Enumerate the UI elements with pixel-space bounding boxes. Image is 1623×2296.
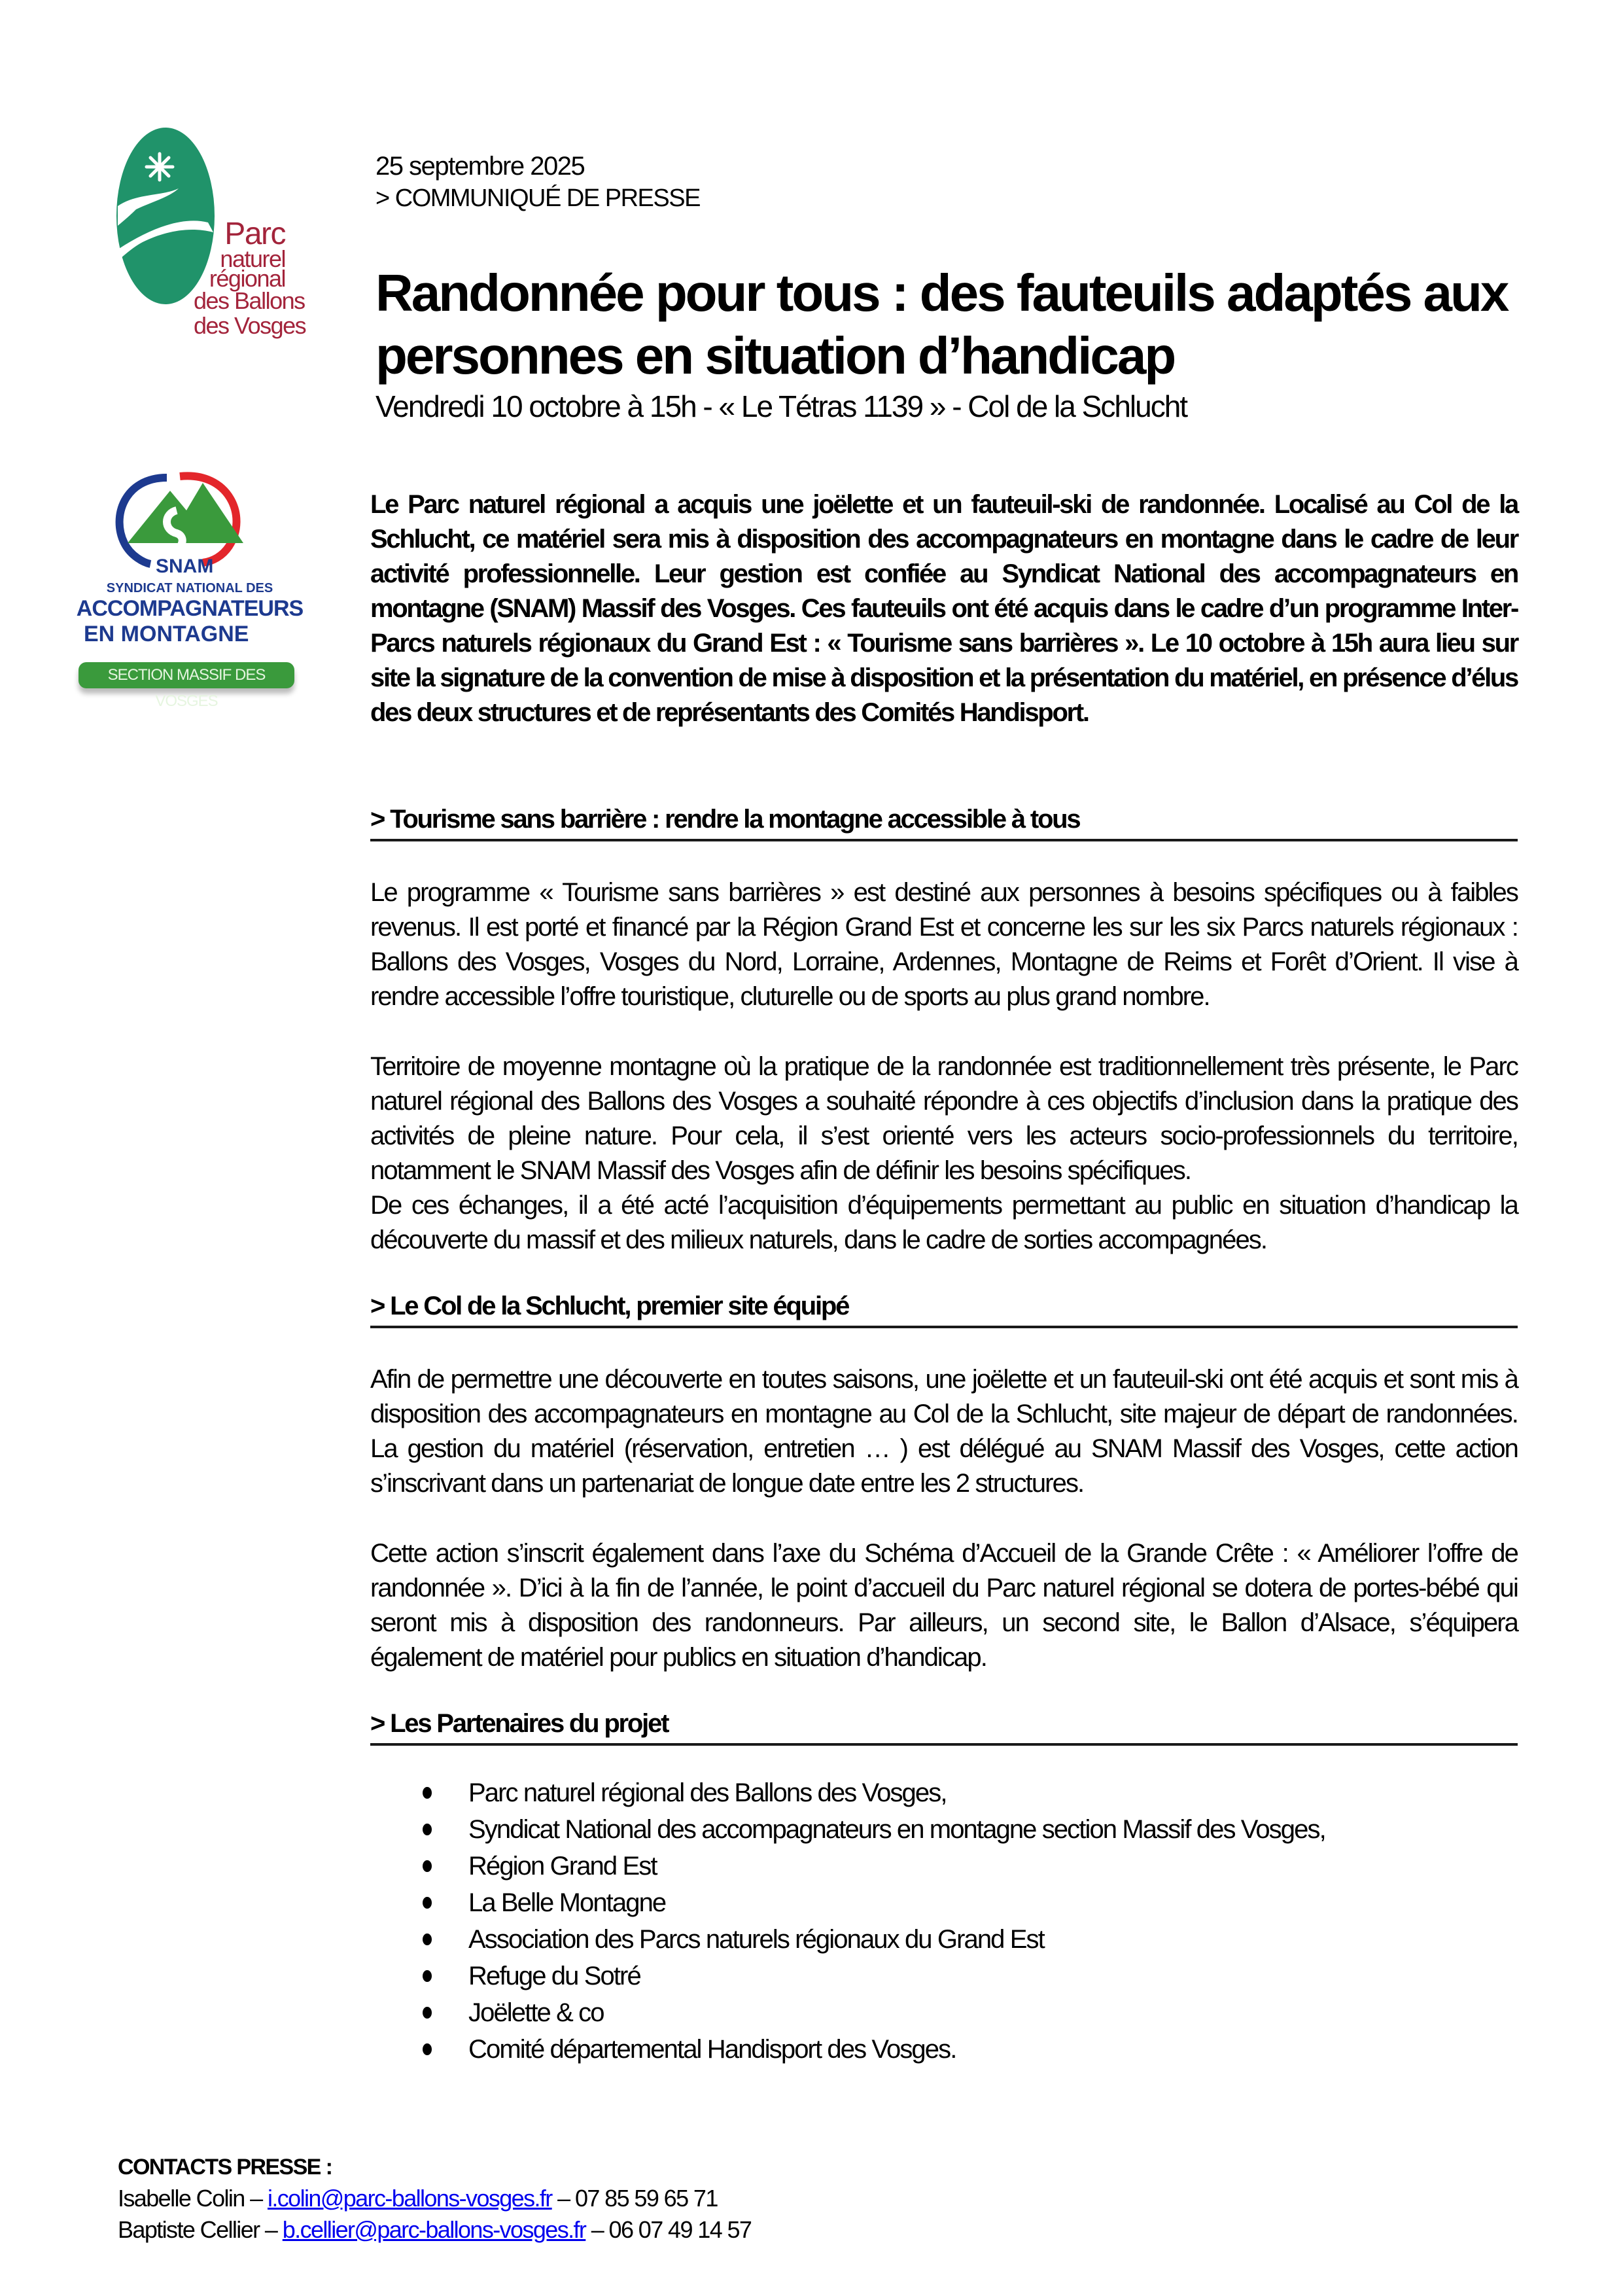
contact-email-link[interactable]: b.cellier@parc-ballons-vosges.fr [282,2216,586,2243]
parc-logo-line: Parc [224,217,285,251]
contact-name: Isabelle Colin [118,2185,245,2212]
svg-text:SNAM: SNAM [156,556,214,576]
contact-phone: 07 85 59 65 71 [574,2185,718,2212]
section-heading: > Le Col de la Schlucht, premier site équipé [370,1290,1518,1328]
list-item: Parc naturel régional des Ballons des Vosges, [370,1775,1518,1811]
snam-logo [72,465,307,710]
contact-row: Isabelle Colin – i.colin@parc-ballons-vosges.fr – 07 85 59 65 71 [118,2185,718,2212]
paragraph: Territoire de moyenne montagne où la pratique de la randonnée est traditionnellement très présente, le Parc naturel régional des Ballons des Vosges a souhaité répondre à ces objectifs d’inclusion dans la pratique des activités de pleine nature. Pour cela, il s’est orienté vers les acteurs socio-professionnels du territoire, notamment le SNAM Massif des Vosges afin de définir les besoins spécifiques. [370,1052,1518,1185]
press-release-label: > COMMUNIQUÉ DE PRESSE [375,185,700,212]
release-date: 25 septembre 2025 [375,152,585,181]
snam-line2: ACCOMPAGNATEURS [76,596,304,621]
list-item: Comité départemental Handisport des Vosges. [370,2031,1518,2068]
parc-logo-line: des Vosges [194,312,306,339]
paragraph: Cette action s’inscrit également dans l’axe du Schéma d’Accueil de la Grande Crête : « Améliorer l’offre de randonnée ». D’ici à la fin de l’année, le point d’accueil du Parc naturel régional se dotera de portes-bébé qui seront mis à disposition des randonneurs. Par ailleurs, un second site, le Ballon d’Alsace, s’équipera également de matériel pour publics en situation d’handicap. [370,1539,1518,1672]
lead-section [370,487,1518,730]
bullet-icon [423,1897,432,1909]
list-item: La Belle Montagne [370,1884,1518,1921]
lead-paragraph: Le Parc naturel régional a acquis une joëlette et un fauteuil-ski de randonnée. Localisé au Col de la Schlucht, ce matériel sera mis à disposition des accompagnateurs en montagne dans le cadre de leur activité professionnelle. Leur gestion est confiée au Syndicat National des accompagnateurs en montagne (SNAM) Massif des Vosges. Ces fauteuils ont été acquis dans le cadre d’un programme Inter-Parcs naturels régionaux du Grand Est : « Tourisme sans barrières ». Le 10 octobre à 15h aura lieu sur site la signature de la convention de mise à disposition et la présentation du matériel, en présence d’élus des deux structures et de représentants des Comités Handisport. [370,490,1518,727]
parc-logo-line: régional [209,265,285,292]
paragraph: De ces échanges, il a été acté l’acquisition d’équipements permettant au public en situation d’handicap la découverte du massif et des milieux naturels, dans le cadre de sorties accompagnées. [370,1191,1518,1254]
parc-logo-line: des Ballons [194,287,305,314]
contact-name: Baptiste Cellier [118,2216,260,2243]
list-item: Refuge du Sotré [370,1958,1518,1994]
paragraph: Afin de permettre une découverte en toutes saisons, une joëlette et un fauteuil-ski ont été acquis et sont mis à disposition des accompagnateurs en montagne au Col de la Schlucht, site majeur de départ de randonnées. La gestion du matériel (réservation, entretien … ) est délégué au SNAM Massif des Vosges, cette action s’inscrivant dans un partenariat de longue date entre les 2 structures. [370,1365,1518,1498]
list-item: Région Grand Est [370,1848,1518,1884]
snam-section-band: SECTION MASSIF DES VOSGES [79,662,294,688]
paragraph: Le programme « Tourisme sans barrières » est destiné aux personnes à besoins spécifiques ou à faibles revenus. Il est porté et financé par la Région Grand Est et concerne les sur les six Parcs naturels régionaux : Ballons des Vosges, Vosges du Nord, Lorraine, Ardennes, Montagne de Reims et Forêt d’Orient. Il vise à rendre accessible l’offre touristique, cluturelle ou de sports au plus grand nombre. [370,878,1518,1011]
section-heading: > Tourisme sans barrière : rendre la montagne accessible à tous [370,804,1518,841]
list-item: Joëlette & co [370,1994,1518,2031]
bullet-icon [423,1934,432,1945]
bullet-icon [423,2043,432,2055]
list-item: Association des Parcs naturels régionaux du Grand Est [370,1921,1518,1958]
partners-list [370,1775,1518,2068]
section-col-schlucht [370,1290,1518,1675]
parc-naturel-logo [110,118,306,366]
contact-email-link[interactable]: i.colin@parc-ballons-vosges.fr [267,2185,552,2212]
snam-mountain-icon [72,465,307,576]
section-partners [370,1708,1518,2068]
press-contacts [118,2151,751,2246]
section-tourisme [370,804,1518,1258]
page-title: Randonnée pour tous : des fauteuils adaptés aux personnes en situation d’handicap [375,264,1508,385]
snam-line3: EN MONTAGNE [84,622,249,646]
parc-logo-line: naturel [220,245,285,272]
list-item: Syndicat National des accompagnateurs en montagne section Massif des Vosges, [370,1811,1518,1848]
bullet-icon [423,2007,432,2019]
contact-phone: 06 07 49 14 57 [608,2216,752,2243]
snam-line1: SYNDICAT NATIONAL DES [106,581,273,595]
contacts-title: CONTACTS PRESSE : [118,2155,332,2180]
section-heading: > Les Partenaires du projet [370,1708,1518,1746]
bullet-icon [423,1860,432,1872]
bullet-icon [423,1970,432,1982]
bullet-icon [423,1787,432,1799]
bullet-icon [423,1824,432,1835]
contact-row: Baptiste Cellier – b.cellier@parc-ballons-vosges.fr – 06 07 49 14 57 [118,2216,752,2243]
event-subtitle: Vendredi 10 octobre à 15h - « Le Tétras 1139 » - Col de la Schlucht [375,389,1187,423]
